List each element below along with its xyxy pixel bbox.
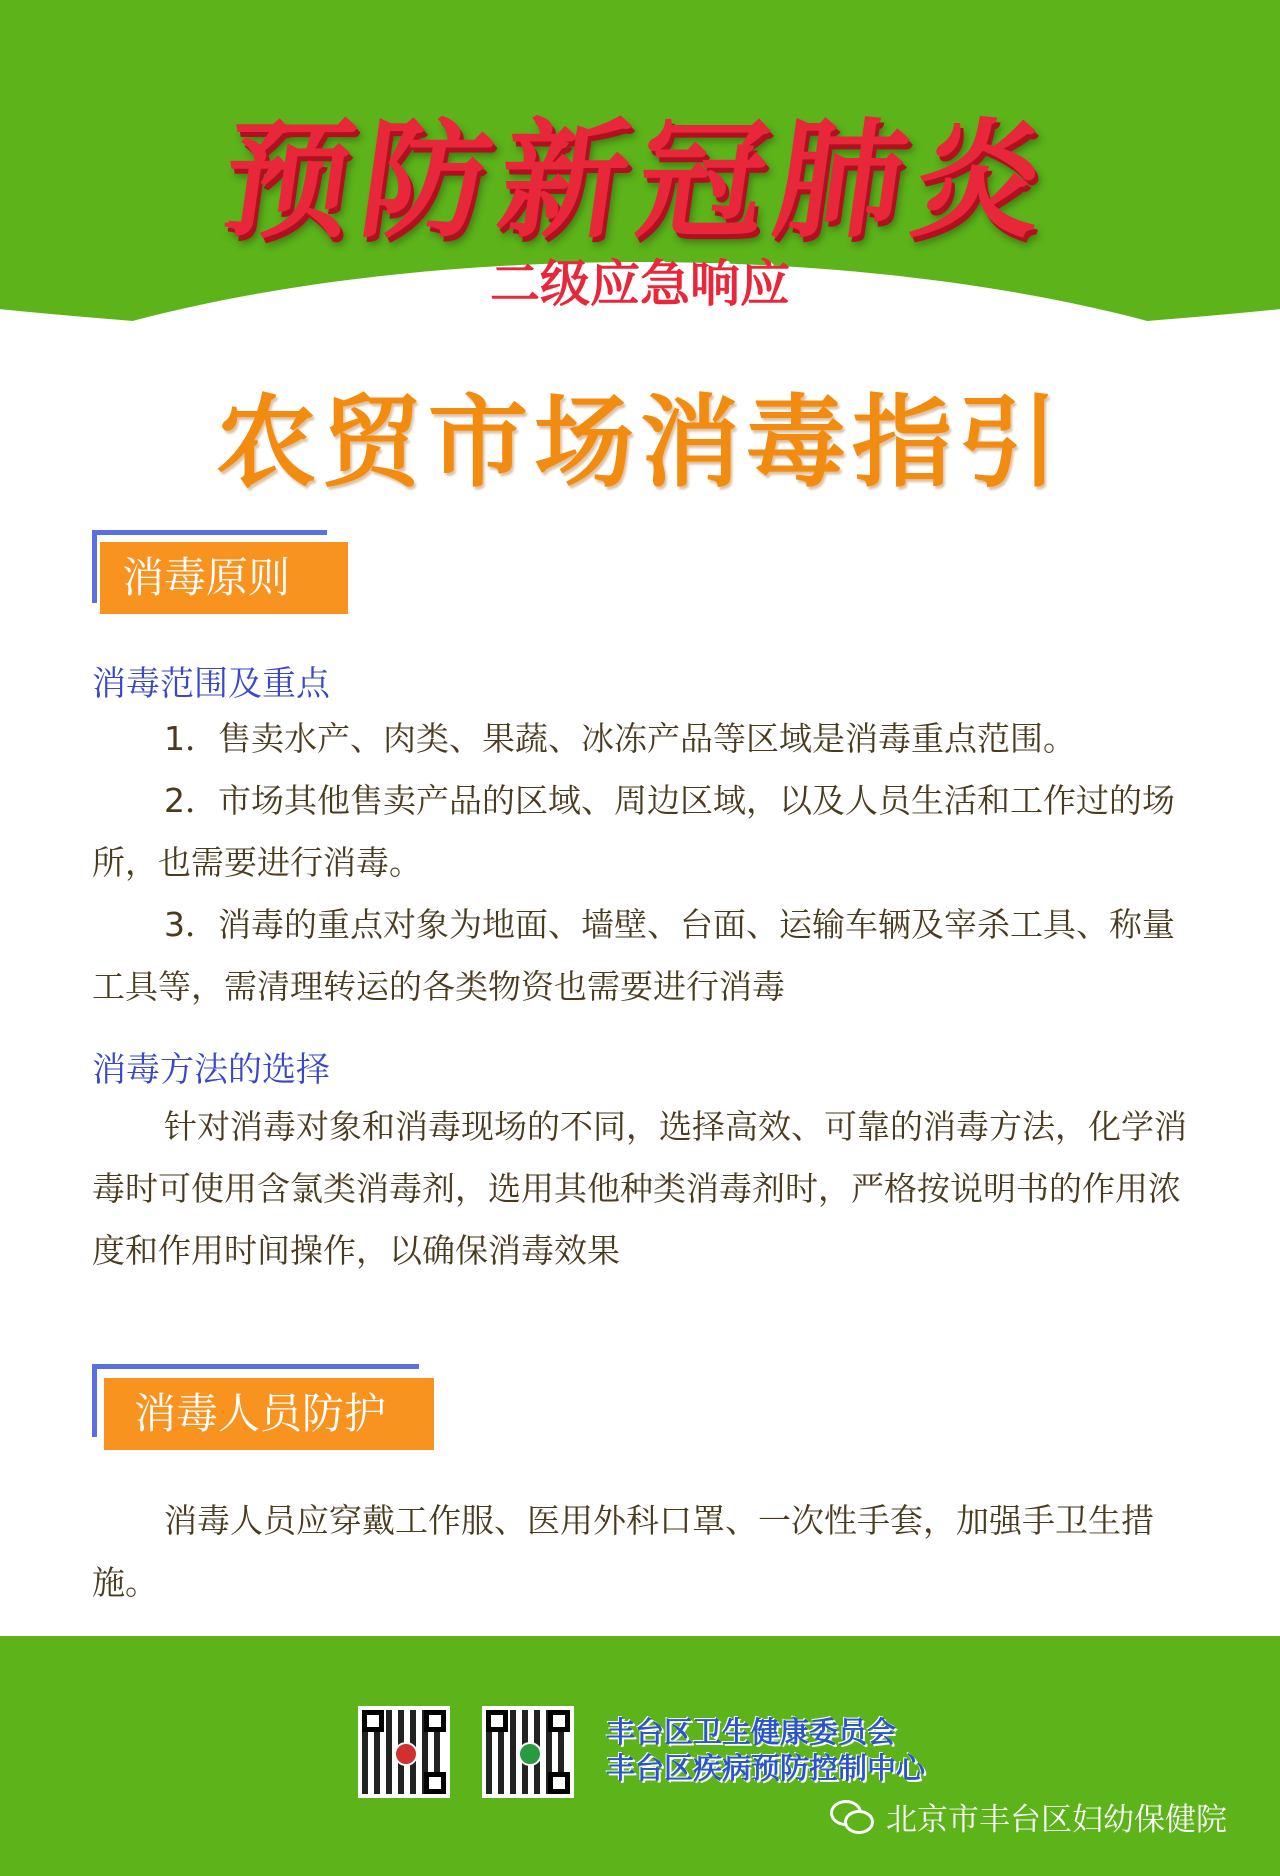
subheading-method: 消毒方法的选择 [92,1050,330,1090]
method-paragraph: 针对消毒对象和消毒现场的不同，选择高效、可靠的消毒方法，化学消毒时可使用含氯类消毒剂，选用其他种类消毒剂时，严格按说明书的作用浓度和作用时间操作，以确保消毒效果 [92,1107,1187,1270]
list-item: 2．市场其他售卖产品的区域、周边区域，以及人员生活和工作过的场所，也需要进行消毒。 [92,781,1175,882]
qr-logo-icon [394,1742,418,1766]
qr-finder [548,1710,570,1732]
qr-finder [424,1710,446,1732]
qr-logo-icon [518,1742,542,1766]
qr-code-icon [358,1706,450,1798]
organization-name: 丰台区疾病预防控制中心 [606,1751,926,1785]
qr-pattern [362,1710,446,1794]
section-title: 消毒原则 [100,542,348,614]
subheading-scope: 消毒范围及重点 [92,664,330,704]
wechat-icon [830,1800,874,1834]
document-title: 农贸市场消毒指引 [216,383,1064,501]
protection-paragraph: 消毒人员应穿戴工作服、医用外科口罩、一次性手套，加强手卫生措施。 [92,1501,1154,1602]
list-item: 3．消毒的重点对象为地面、墙壁、台面、运输车辆及宰杀工具、称量工具等，需清理转运的各类物资也需要进行消毒 [92,905,1175,1006]
organization-name: 丰台区卫生健康委员会 [606,1715,897,1749]
list-item: 1．售卖水产、肉类、果蔬、冰冻产品等区域是消毒重点范围。 [164,719,1076,758]
sub-title: 二级应急响应 [490,254,790,313]
qr-pattern [486,1710,570,1794]
wechat-account [830,1794,1227,1839]
main-title: 预防新冠肺炎 [213,106,1063,256]
wechat-account-name: 北京市丰台区妇幼保健院 [886,1802,1227,1838]
qr-code-icon [482,1706,574,1798]
section-title: 消毒人员防护 [104,1378,434,1450]
